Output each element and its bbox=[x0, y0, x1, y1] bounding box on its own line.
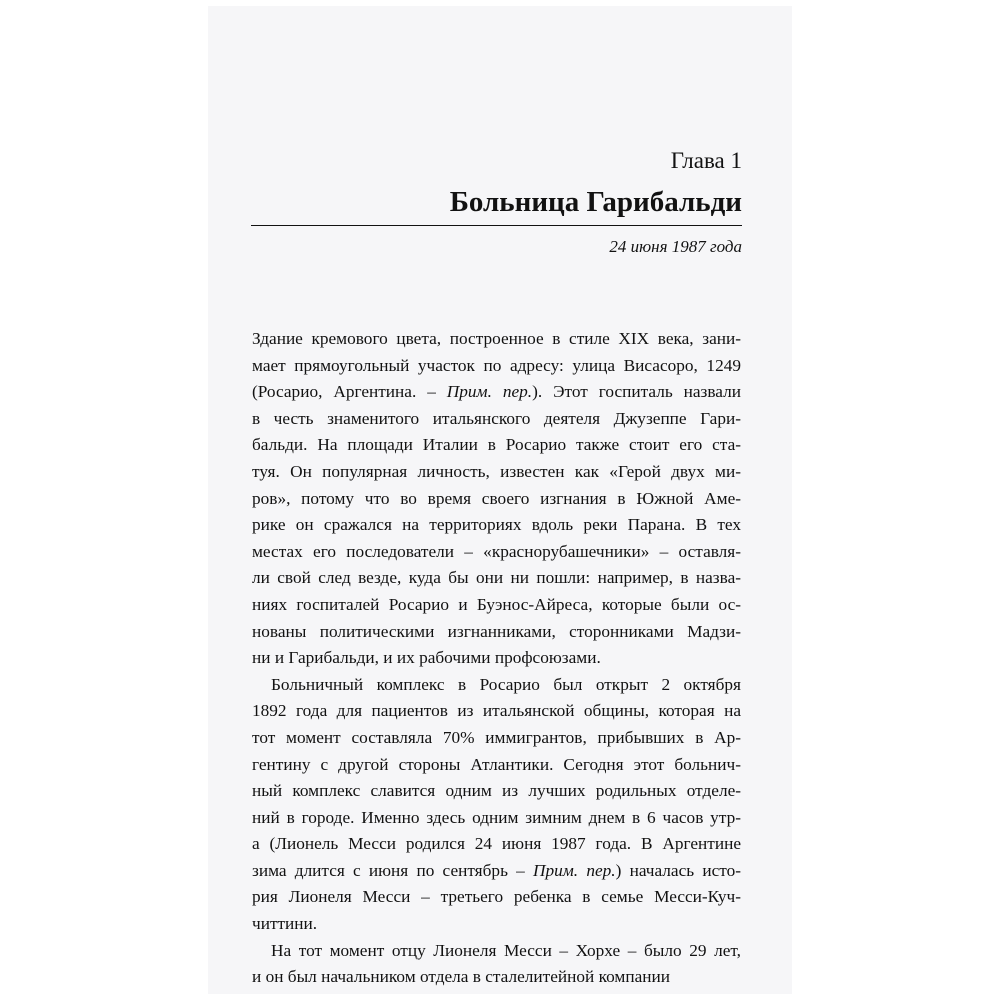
text-line: ни и Гарибальди, и их рабочими профсоюзами. bbox=[252, 648, 601, 668]
text-line: ли свой след везде, куда бы они ни пошли: например, в назва- bbox=[252, 568, 741, 588]
text-line: нованы политическими изгнанниками, сторонниками Мадзи- bbox=[252, 621, 741, 641]
text-line: бальди. На площади Италии в Росарио также стоит его ста- bbox=[252, 435, 741, 455]
chapter-date: 24 июня 1987 года bbox=[609, 237, 742, 256]
book-page bbox=[208, 6, 792, 994]
text-segment: ). Этот госпиталь назвали bbox=[532, 382, 742, 402]
text-line: Больничный комплекс в Росарио был открыт 2 октября bbox=[271, 674, 741, 694]
text-line: рия Лионеля Месси – третьего ребенка в семье Месси-Куч- bbox=[252, 887, 741, 907]
text-line: 1892 года для пациентов из итальянской общины, которая на bbox=[252, 701, 741, 721]
chapter-number: Глава 1 bbox=[670, 148, 742, 173]
title-divider bbox=[251, 225, 742, 226]
text-segment: зима длится с июня по сентябрь – bbox=[252, 860, 534, 880]
text-line: тот момент составляла 70% иммигрантов, прибывших в Ар- bbox=[252, 727, 741, 747]
text-line: местах его последователи – «краснорубашечники» – оставля- bbox=[252, 541, 741, 561]
text-line: ний в городе. Именно здесь одним зимним днем в 6 часов утр- bbox=[252, 807, 741, 827]
text-line: туя. Он популярная личность, известен как «Герой двух ми- bbox=[252, 461, 741, 481]
body-text bbox=[252, 326, 741, 991]
text-line: а (Лионель Месси родился 24 июня 1987 года. В Аргентине bbox=[252, 834, 741, 854]
chapter-title: Больница Гарибальди bbox=[449, 186, 742, 218]
text-line: и он был начальником отдела в сталелитейной компании bbox=[252, 967, 671, 987]
translator-note: Прим. пер. bbox=[533, 860, 616, 880]
text-line: ниях госпиталей Росарио и Буэнос-Айреса, которые были ос- bbox=[252, 594, 741, 614]
translator-note: Прим. пер. bbox=[446, 382, 533, 402]
text-line: ный комплекс славится одним из лучших родильных отделе- bbox=[252, 781, 741, 801]
text-segment: (Росарио, Аргентина. – bbox=[252, 382, 447, 402]
text-line bbox=[252, 379, 741, 406]
text-line bbox=[252, 858, 741, 885]
text-segment: ) началась исто- bbox=[615, 860, 742, 880]
text-line: рике он сражался на территориях вдоль реки Парана. В тех bbox=[252, 515, 741, 535]
text-line: читтини. bbox=[252, 914, 318, 934]
text-line: гентину с другой стороны Атлантики. Сегодня этот больнич- bbox=[252, 754, 741, 774]
text-line: Здание кремового цвета, построенное в стиле XIX века, зани- bbox=[252, 329, 741, 348]
text-line: мает прямоугольный участок по адресу: улица Висасоро, 1249 bbox=[252, 355, 741, 375]
text-line: ров», потому что во время своего изгнания в Южной Аме- bbox=[252, 488, 741, 508]
text-line: в честь знаменитого итальянского деятеля Джузеппе Гари- bbox=[252, 408, 741, 428]
text-line: На тот момент отцу Лионеля Месси – Хорхе – было 29 лет, bbox=[271, 940, 741, 960]
